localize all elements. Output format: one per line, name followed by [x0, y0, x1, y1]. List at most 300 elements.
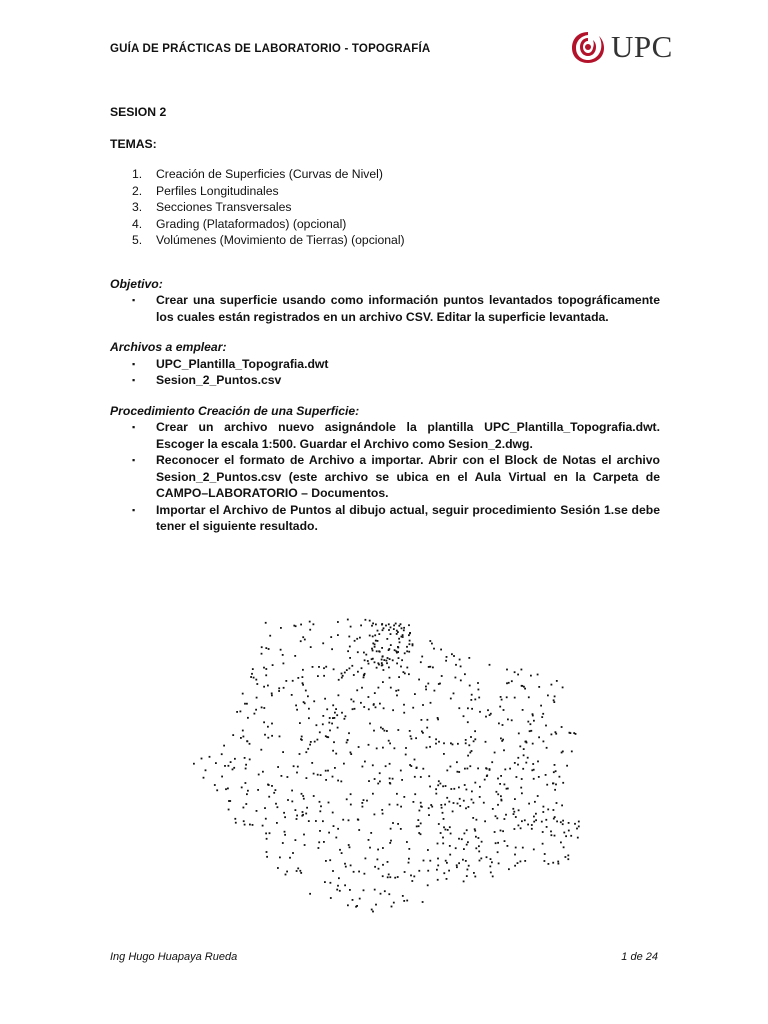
survey-point — [494, 752, 496, 754]
survey-point — [269, 635, 271, 637]
survey-point — [435, 788, 437, 790]
survey-point — [379, 781, 381, 783]
survey-point — [336, 889, 338, 891]
survey-point — [437, 879, 439, 881]
survey-point — [514, 798, 516, 800]
survey-point — [442, 812, 444, 814]
survey-point — [402, 895, 404, 897]
survey-point — [386, 730, 388, 732]
survey-point — [531, 828, 533, 830]
survey-point — [478, 851, 480, 853]
survey-point — [360, 625, 362, 627]
survey-point — [381, 659, 383, 661]
survey-point — [578, 821, 580, 823]
survey-point — [382, 747, 384, 749]
survey-point — [392, 778, 394, 780]
survey-point — [551, 734, 553, 736]
survey-point — [323, 667, 325, 669]
survey-point — [319, 830, 321, 832]
survey-point — [295, 625, 297, 627]
survey-point — [514, 854, 516, 856]
survey-point — [422, 901, 424, 903]
topic-item: 4. Grading (Plataformados) (opcional) — [132, 216, 347, 231]
survey-point — [346, 798, 348, 800]
procedure-step: ▪ Reconocer el formato de Archivo a importar. Abrir con el Block de Notas el archivo Sesion_2_Puntos.csv (este archivo se ubica en el Aula Virtual en la Carpeta de CAMPO–LABORATORIO – Documentos. — [132, 453, 660, 500]
survey-point — [350, 699, 352, 701]
survey-point — [567, 858, 569, 860]
survey-point — [420, 806, 422, 808]
survey-point — [333, 668, 335, 670]
survey-point — [234, 758, 236, 760]
survey-point — [561, 726, 563, 728]
survey-point — [541, 821, 543, 823]
survey-point — [278, 690, 280, 692]
survey-point — [403, 712, 405, 714]
survey-point — [302, 669, 304, 671]
survey-point — [250, 676, 252, 678]
survey-point — [457, 743, 459, 745]
survey-point — [491, 861, 493, 863]
survey-point — [303, 834, 305, 836]
survey-point — [350, 793, 352, 795]
survey-point — [266, 856, 268, 858]
survey-point — [508, 682, 510, 684]
survey-point — [279, 736, 281, 738]
survey-point — [390, 687, 392, 689]
survey-point — [516, 776, 518, 778]
survey-point — [377, 783, 379, 785]
survey-point — [568, 822, 570, 824]
survey-point — [400, 623, 402, 625]
survey-point — [484, 779, 486, 781]
survey-point — [528, 803, 530, 805]
survey-point — [524, 819, 526, 821]
survey-point — [420, 833, 422, 835]
survey-point — [302, 676, 304, 678]
survey-point — [334, 767, 336, 769]
survey-point — [534, 801, 536, 803]
survey-point — [555, 784, 557, 786]
survey-point — [496, 791, 498, 793]
survey-point — [455, 677, 457, 679]
survey-point — [460, 680, 462, 682]
survey-point — [411, 880, 413, 882]
survey-point — [502, 739, 504, 741]
survey-point — [277, 766, 279, 768]
survey-point — [418, 679, 420, 681]
survey-point — [442, 785, 444, 787]
upc-logo — [568, 27, 688, 67]
survey-point — [307, 695, 309, 697]
survey-point — [283, 812, 285, 814]
survey-point — [263, 721, 265, 723]
survey-point — [363, 677, 365, 679]
topic-item: 5. Volúmenes (Movimiento de Tierras) (opcional) — [132, 233, 405, 247]
survey-point — [344, 718, 346, 720]
survey-point — [331, 723, 333, 725]
survey-point — [553, 809, 555, 811]
survey-point — [310, 741, 312, 743]
survey-point — [428, 814, 430, 816]
survey-point — [322, 642, 324, 644]
survey-point — [366, 800, 368, 802]
survey-point — [448, 801, 450, 803]
survey-point — [378, 687, 380, 689]
survey-point — [251, 673, 253, 675]
survey-point — [312, 666, 314, 668]
survey-point — [501, 699, 503, 701]
survey-point — [370, 832, 372, 834]
survey-point — [242, 693, 244, 695]
survey-point — [416, 767, 418, 769]
survey-point — [389, 783, 391, 785]
survey-point — [560, 821, 562, 823]
survey-point — [543, 741, 545, 743]
survey-point — [349, 889, 351, 891]
survey-point — [435, 738, 437, 740]
survey-point — [428, 666, 430, 668]
survey-point — [338, 679, 340, 681]
survey-point — [284, 816, 286, 818]
survey-point — [478, 697, 480, 699]
survey-point — [293, 765, 295, 767]
survey-point — [280, 649, 282, 651]
survey-point — [227, 788, 229, 790]
survey-point — [365, 858, 367, 860]
survey-point — [353, 674, 355, 676]
survey-point — [429, 640, 431, 642]
survey-point — [256, 683, 258, 685]
survey-point — [437, 843, 439, 845]
survey-point — [311, 762, 313, 764]
survey-point — [427, 870, 429, 872]
survey-point — [246, 703, 248, 705]
survey-point — [343, 763, 345, 765]
survey-point — [393, 628, 395, 630]
survey-point — [223, 745, 225, 747]
survey-point — [429, 746, 431, 748]
survey-point — [513, 813, 515, 815]
survey-point — [450, 833, 452, 835]
survey-point — [361, 667, 363, 669]
survey-point — [384, 890, 386, 892]
session-title: SESION 2 — [110, 105, 167, 119]
survey-point — [249, 759, 251, 761]
survey-point — [327, 770, 329, 772]
survey-point — [463, 848, 465, 850]
survey-point — [384, 730, 386, 732]
objective-heading: Objetivo: — [110, 276, 163, 291]
survey-point — [440, 804, 442, 806]
survey-point — [481, 841, 483, 843]
survey-point — [517, 862, 519, 864]
survey-point — [329, 717, 331, 719]
survey-point — [395, 690, 397, 692]
survey-point — [322, 723, 324, 725]
survey-point — [414, 793, 416, 795]
survey-point — [403, 704, 405, 706]
survey-point — [380, 893, 382, 895]
survey-point — [448, 870, 450, 872]
survey-point — [332, 812, 334, 814]
survey-point — [430, 804, 432, 806]
survey-point — [489, 866, 491, 868]
survey-point — [504, 818, 506, 820]
survey-point — [529, 730, 531, 732]
survey-point — [511, 719, 513, 721]
survey-point — [507, 719, 509, 721]
survey-point — [540, 705, 542, 707]
survey-point — [266, 838, 268, 840]
survey-point — [330, 636, 332, 638]
survey-point — [523, 754, 525, 756]
bullet-icon: ▪ — [132, 422, 136, 432]
survey-point — [458, 787, 460, 789]
survey-point — [562, 782, 564, 784]
survey-point — [562, 751, 564, 753]
survey-point — [296, 815, 298, 817]
survey-point — [474, 876, 476, 878]
survey-point — [338, 694, 340, 696]
survey-point — [412, 707, 414, 709]
survey-point — [379, 651, 381, 653]
survey-point — [245, 768, 247, 770]
survey-point — [309, 744, 311, 746]
survey-point — [271, 723, 273, 725]
survey-point — [495, 842, 497, 844]
survey-point — [389, 763, 391, 765]
survey-point — [323, 675, 325, 677]
survey-point — [525, 762, 527, 764]
survey-point — [265, 818, 267, 820]
survey-point — [533, 720, 535, 722]
survey-point — [261, 646, 263, 648]
survey-point — [436, 869, 438, 871]
survey-point — [361, 802, 363, 804]
survey-point — [538, 776, 540, 778]
survey-point — [322, 820, 324, 822]
survey-point — [554, 789, 556, 791]
survey-point — [325, 735, 327, 737]
survey-point — [507, 845, 509, 847]
survey-point — [547, 809, 549, 811]
survey-point — [410, 765, 412, 767]
survey-point — [365, 654, 367, 656]
survey-point — [498, 723, 500, 725]
survey-point — [336, 714, 338, 716]
survey-point — [347, 619, 349, 621]
survey-point — [409, 643, 411, 645]
survey-point — [565, 835, 567, 837]
survey-point — [374, 661, 376, 663]
survey-point — [521, 685, 523, 687]
survey-point — [521, 778, 523, 780]
survey-point — [458, 771, 460, 773]
survey-point — [233, 767, 235, 769]
survey-point — [553, 818, 555, 820]
survey-point — [441, 807, 443, 809]
survey-point — [446, 862, 448, 864]
survey-point — [456, 761, 458, 763]
survey-point — [308, 708, 310, 710]
survey-point — [350, 753, 352, 755]
survey-point — [442, 837, 444, 839]
survey-point — [356, 905, 358, 907]
survey-point — [455, 664, 457, 666]
survey-point — [228, 809, 230, 811]
survey-point — [538, 736, 540, 738]
survey-point — [337, 828, 339, 830]
survey-point — [469, 765, 471, 767]
survey-point — [533, 849, 535, 851]
survey-point — [243, 807, 245, 809]
survey-point — [302, 684, 304, 686]
survey-point — [341, 712, 343, 714]
survey-point — [285, 680, 287, 682]
survey-point — [414, 776, 416, 778]
survey-point — [308, 820, 310, 822]
survey-point — [499, 783, 501, 785]
survey-point — [570, 835, 572, 837]
survey-point — [562, 687, 564, 689]
survey-point — [373, 704, 375, 706]
survey-point — [389, 876, 391, 878]
survey-point — [287, 776, 289, 778]
survey-point — [236, 711, 238, 713]
survey-point — [374, 889, 376, 891]
survey-point — [282, 751, 284, 753]
survey-point — [456, 866, 458, 868]
survey-point — [491, 761, 493, 763]
survey-point — [383, 627, 385, 629]
survey-point — [546, 747, 548, 749]
survey-point — [255, 709, 257, 711]
survey-point — [426, 727, 428, 729]
survey-point — [245, 764, 247, 766]
survey-point — [390, 644, 392, 646]
survey-point — [377, 849, 379, 851]
survey-point — [214, 784, 216, 786]
survey-point — [458, 838, 460, 840]
bullet-icon: ▪ — [132, 504, 136, 515]
survey-point — [428, 775, 430, 777]
survey-point — [296, 709, 298, 711]
survey-point — [433, 648, 435, 650]
survey-point — [497, 778, 499, 780]
survey-point — [486, 775, 488, 777]
survey-point — [489, 664, 491, 666]
survey-point — [253, 677, 255, 679]
survey-point — [498, 863, 500, 865]
survey-point — [245, 782, 247, 784]
survey-point — [387, 861, 389, 863]
survey-point — [495, 815, 497, 817]
survey-point — [339, 849, 341, 851]
survey-point — [442, 843, 444, 845]
bullet-icon: ▪ — [132, 455, 136, 465]
survey-point — [385, 765, 387, 767]
survey-point — [553, 701, 555, 703]
survey-point — [337, 727, 339, 729]
objective-item: ▪ Crear una superficie usando como información puntos levantados topográficamente los cuales están registrados en un archivo CSV. Editar la superficie levantada. — [132, 293, 660, 324]
survey-point — [508, 868, 510, 870]
survey-point — [468, 744, 470, 746]
survey-point — [492, 876, 494, 878]
survey-point — [305, 751, 307, 753]
survey-point — [515, 847, 517, 849]
survey-point — [349, 668, 351, 670]
survey-point — [249, 824, 251, 826]
survey-point — [368, 708, 370, 710]
survey-point — [503, 709, 505, 711]
survey-point — [469, 752, 471, 754]
survey-point — [319, 801, 321, 803]
survey-point — [542, 843, 544, 845]
survey-point — [278, 687, 280, 689]
survey-point — [285, 874, 287, 876]
survey-point — [267, 726, 269, 728]
survey-point — [408, 862, 410, 864]
survey-point — [396, 663, 398, 665]
survey-point — [368, 839, 370, 841]
survey-point — [341, 673, 343, 675]
survey-point — [450, 742, 452, 744]
survey-point — [522, 847, 524, 849]
survey-point — [398, 657, 400, 659]
survey-point — [349, 846, 351, 848]
survey-point — [472, 817, 474, 819]
survey-point — [313, 773, 315, 775]
survey-point — [256, 697, 258, 699]
survey-point — [554, 696, 556, 698]
survey-point — [527, 757, 529, 759]
survey-point — [443, 818, 445, 820]
survey-point — [452, 744, 454, 746]
survey-point — [358, 829, 360, 831]
survey-point — [271, 735, 273, 737]
procedure-list — [110, 419, 660, 535]
survey-point — [428, 807, 430, 809]
survey-point — [457, 803, 459, 805]
survey-point — [565, 856, 567, 858]
survey-point — [265, 833, 267, 835]
survey-point — [470, 736, 472, 738]
survey-point — [243, 736, 245, 738]
survey-point — [301, 793, 303, 795]
survey-point — [447, 829, 449, 831]
survey-point — [291, 694, 293, 696]
survey-point — [386, 662, 388, 664]
survey-point — [254, 713, 256, 715]
survey-point — [333, 741, 335, 743]
survey-point — [445, 829, 447, 831]
survey-point — [535, 819, 537, 821]
survey-point — [437, 865, 439, 867]
survey-point — [320, 774, 322, 776]
survey-point — [392, 659, 394, 661]
survey-point — [504, 769, 506, 771]
survey-point — [225, 788, 227, 790]
upc-logo-text: UPC — [611, 29, 673, 64]
survey-point — [403, 796, 405, 798]
survey-point — [255, 679, 257, 681]
survey-point — [547, 695, 549, 697]
survey-point — [328, 832, 330, 834]
survey-point — [401, 779, 403, 781]
survey-point — [416, 826, 418, 828]
survey-point — [517, 757, 519, 759]
survey-point — [331, 648, 333, 650]
